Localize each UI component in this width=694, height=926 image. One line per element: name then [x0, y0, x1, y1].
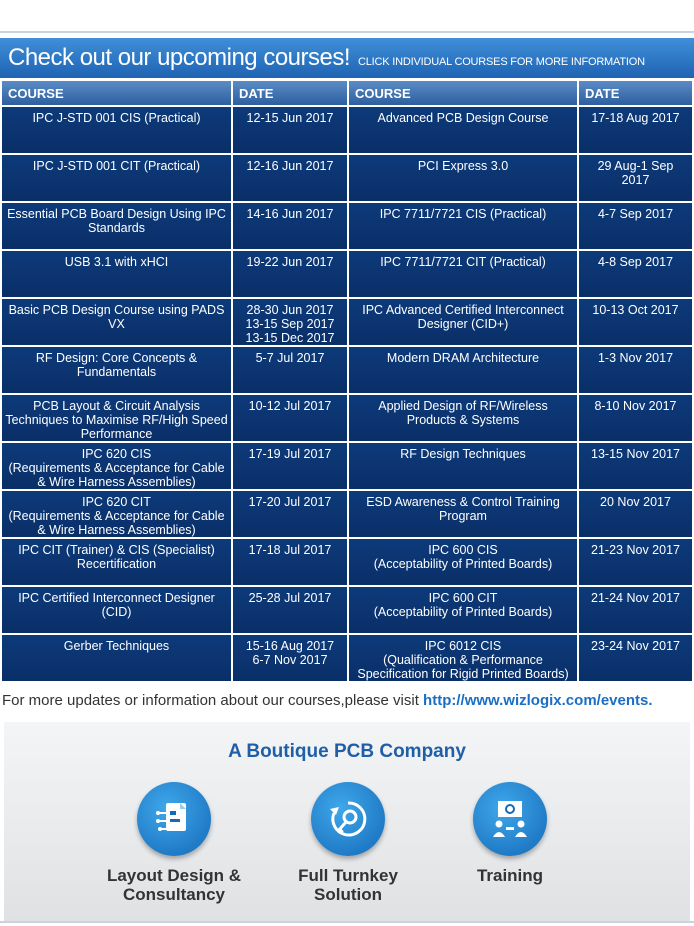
date-cell-left[interactable]: 12-16 Jun 2017	[233, 155, 347, 201]
courses-table	[0, 79, 694, 683]
layout-design-icon	[137, 782, 211, 856]
date-cell-left[interactable]: 12-15 Jun 2017	[233, 107, 347, 153]
date-cell-right[interactable]: 20 Nov 2017	[579, 491, 692, 537]
date-cell-left[interactable]: 15-16 Aug 2017 6-7 Nov 2017	[233, 635, 347, 681]
course-cell-left[interactable]: IPC Certified Interconnect Designer (CID)	[2, 587, 231, 633]
date-cell-right[interactable]: 21-24 Nov 2017	[579, 587, 692, 633]
header-date-right: DATE	[579, 81, 692, 105]
top-divider	[0, 31, 694, 33]
header-course-left: COURSE	[2, 81, 231, 105]
table-row	[2, 539, 692, 585]
course-cell-right[interactable]: IPC 600 CIT (Acceptability of Printed Boards)	[349, 587, 577, 633]
course-cell-left[interactable]: IPC CIT (Trainer) & CIS (Specialist) Recertification	[2, 539, 231, 585]
banner-subtitle: CLICK INDIVIDUAL COURSES FOR MORE INFORMATION	[358, 56, 645, 68]
date-cell-right[interactable]: 29 Aug-1 Sep 2017	[579, 155, 692, 201]
course-cell-left[interactable]: IPC J-STD 001 CIT (Practical)	[2, 155, 231, 201]
table-row	[2, 347, 692, 393]
events-link[interactable]: http://www.wizlogix.com/events.	[423, 692, 653, 709]
course-cell-right[interactable]: IPC 600 CIS (Acceptability of Printed Boards)	[349, 539, 577, 585]
table-header-row	[2, 81, 692, 105]
course-cell-right[interactable]: Advanced PCB Design Course	[349, 107, 577, 153]
company-panel	[4, 722, 690, 922]
course-cell-right[interactable]: Modern DRAM Architecture	[349, 347, 577, 393]
date-cell-left[interactable]: 5-7 Jul 2017	[233, 347, 347, 393]
course-cell-left[interactable]: Basic PCB Design Course using PADS VX	[2, 299, 231, 345]
course-cell-right[interactable]: IPC 7711/7721 CIT (Practical)	[349, 251, 577, 297]
date-cell-right[interactable]: 1-3 Nov 2017	[579, 347, 692, 393]
course-cell-right[interactable]: Applied Design of RF/Wireless Products & Systems	[349, 395, 577, 441]
course-cell-right[interactable]: RF Design Techniques	[349, 443, 577, 489]
feature-training[interactable]	[425, 782, 595, 885]
date-cell-right[interactable]: 10-13 Oct 2017	[579, 299, 692, 345]
training-icon	[473, 782, 547, 856]
course-cell-left[interactable]: RF Design: Core Concepts & Fundamentals	[2, 347, 231, 393]
table-row	[2, 443, 692, 489]
course-cell-left[interactable]: IPC 620 CIT (Requirements & Acceptance for Cable & Wire Harness Assemblies)	[2, 491, 231, 537]
date-cell-left[interactable]: 28-30 Jun 2017 13-15 Sep 2017 13-15 Dec 2017	[233, 299, 347, 345]
course-cell-left[interactable]: Gerber Techniques	[2, 635, 231, 681]
table-row	[2, 395, 692, 441]
course-cell-left[interactable]: PCB Layout & Circuit Analysis Techniques to Maximise RF/High Speed Performance	[2, 395, 231, 441]
date-cell-right[interactable]: 4-8 Sep 2017	[579, 251, 692, 297]
date-cell-right[interactable]: 21-23 Nov 2017	[579, 539, 692, 585]
course-cell-right[interactable]: PCI Express 3.0	[349, 155, 577, 201]
table-row	[2, 107, 692, 153]
feature-turnkey[interactable]	[263, 782, 433, 904]
date-cell-left[interactable]: 17-20 Jul 2017	[233, 491, 347, 537]
date-cell-right[interactable]: 17-18 Aug 2017	[579, 107, 692, 153]
table-row	[2, 635, 692, 681]
date-cell-right[interactable]: 23-24 Nov 2017	[579, 635, 692, 681]
course-cell-right[interactable]: IPC 7711/7721 CIS (Practical)	[349, 203, 577, 249]
table-row	[2, 587, 692, 633]
table-row	[2, 155, 692, 201]
bottom-divider	[0, 921, 694, 923]
banner-title: Check out our upcoming courses!	[8, 44, 351, 71]
header-date-left: DATE	[233, 81, 347, 105]
courses-banner	[0, 38, 694, 78]
date-cell-right[interactable]: 4-7 Sep 2017	[579, 203, 692, 249]
table-row	[2, 251, 692, 297]
feature-label: Layout Design & Consultancy	[106, 866, 242, 904]
feature-label: Training	[476, 866, 544, 885]
course-cell-left[interactable]: USB 3.1 with xHCI	[2, 251, 231, 297]
date-cell-left[interactable]: 17-19 Jul 2017	[233, 443, 347, 489]
course-cell-left[interactable]: IPC 620 CIS (Requirements & Acceptance for Cable & Wire Harness Assemblies)	[2, 443, 231, 489]
course-cell-left[interactable]: Essential PCB Board Design Using IPC Standards	[2, 203, 231, 249]
course-cell-left[interactable]: IPC J-STD 001 CIS (Practical)	[2, 107, 231, 153]
date-cell-right[interactable]: 8-10 Nov 2017	[579, 395, 692, 441]
table-row	[2, 299, 692, 345]
date-cell-left[interactable]: 25-28 Jul 2017	[233, 587, 347, 633]
turnkey-icon	[311, 782, 385, 856]
date-cell-left[interactable]: 10-12 Jul 2017	[233, 395, 347, 441]
feature-label: Full Turnkey Solution	[298, 866, 398, 904]
date-cell-left[interactable]: 17-18 Jul 2017	[233, 539, 347, 585]
date-cell-right[interactable]: 13-15 Nov 2017	[579, 443, 692, 489]
feature-layout-design[interactable]	[89, 782, 259, 904]
table-row	[2, 491, 692, 537]
header-course-right: COURSE	[349, 81, 577, 105]
footer-note	[2, 692, 653, 709]
course-cell-right[interactable]: IPC Advanced Certified Interconnect Designer (CID+)	[349, 299, 577, 345]
date-cell-left[interactable]: 19-22 Jun 2017	[233, 251, 347, 297]
table-row	[2, 203, 692, 249]
course-cell-right[interactable]: IPC 6012 CIS (Qualification & Performance Specification for Rigid Printed Boards)	[349, 635, 577, 681]
panel-title: A Boutique PCB Company	[228, 741, 466, 762]
footer-text: For more updates or information about our courses,please visit	[2, 692, 424, 709]
course-cell-right[interactable]: ESD Awareness & Control Training Program	[349, 491, 577, 537]
date-cell-left[interactable]: 14-16 Jun 2017	[233, 203, 347, 249]
